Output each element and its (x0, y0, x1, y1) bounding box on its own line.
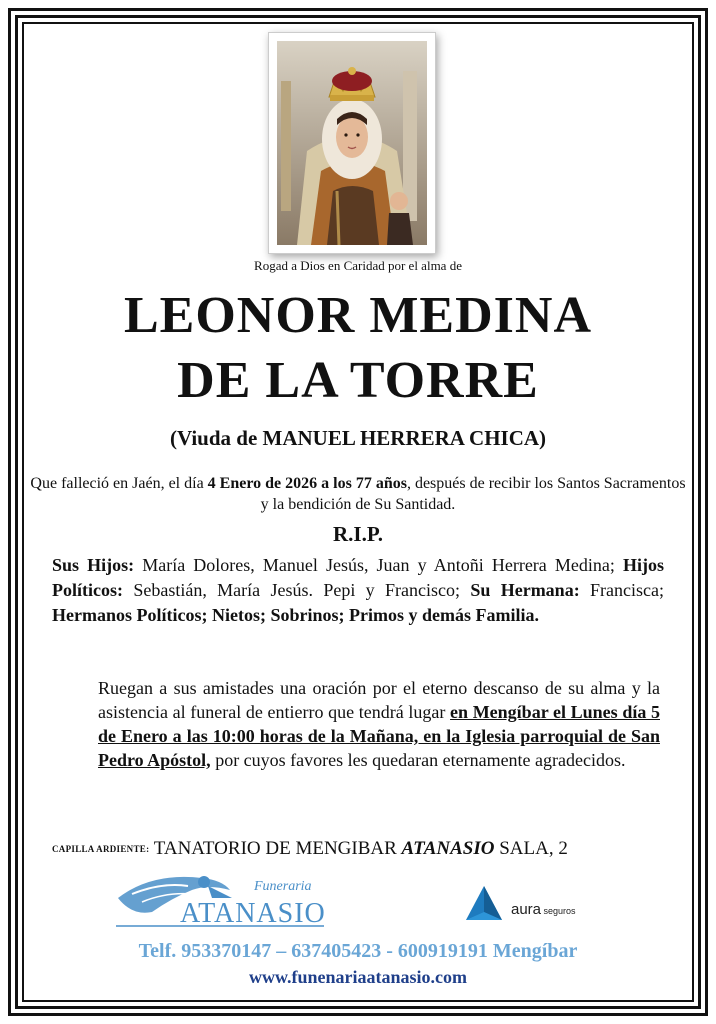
aura-seguros-logo (511, 901, 576, 918)
widow-of: (Viuda de MANUEL HERRERA CHICA) (169, 426, 547, 450)
hermana-name: Francisca; (579, 580, 664, 600)
hijos-names: María Dolores, Manuel Jesús, Juan y Antoñi Herrera Medina; (134, 555, 623, 575)
death-date-age: 4 Enero de 2026 a los 77 años (207, 475, 407, 492)
rip-text: R.I.P. (333, 522, 383, 546)
contact-phones: Telf. 953370147 – 637405423 - 600919191 Mengíbar (138, 940, 578, 962)
funeral-details: en Mengíbar el Lunes día 5 de Enero a las 10:00 horas de la Mañana, en la Iglesia parroquial de San Pedro Apóstol, (98, 702, 660, 770)
family-list (52, 553, 664, 628)
chapel-label: CAPILLA ARDIENTE: (52, 844, 150, 854)
virgin-image (268, 32, 436, 254)
politicos-label: Hijos Políticos: (52, 555, 664, 600)
funeral-text (98, 676, 660, 772)
hijos-label: Sus Hijos: (52, 555, 135, 575)
chapel-line (52, 838, 568, 860)
virgin-image-icon (277, 41, 427, 245)
chapel-brand: ATANASIO (401, 838, 495, 859)
family-rest: Hermanos Políticos; Nietos; Sobrinos; Primos y demás Familia. (52, 605, 539, 625)
deceased-name-line1: LEONOR MEDINA (123, 287, 593, 344)
aura-name: aura (511, 901, 542, 918)
aura-suffix: seguros (541, 906, 576, 916)
death-text-before: Que falleció en Jaén, el día (30, 475, 208, 492)
funeral-intro: Ruegan a sus amistades una oración por el eterno descanso de su alma y la asistencia al funeral de entierro que tendrá lugar (98, 678, 660, 722)
rogad-text: Rogad a Dios en Caridad por el alma de (254, 258, 462, 273)
aura-seguros-icon (464, 884, 504, 924)
funeraria-atanasio-logo (112, 868, 327, 930)
contact-website[interactable]: www.funenariaatanasio.com (248, 967, 467, 987)
funeraria-name-text: ATANASIO (180, 898, 326, 929)
funeral-outro: por cuyos favores les quedaran eternamente agradecidos. (210, 750, 626, 770)
chapel-room: SALA, 2 (494, 838, 568, 859)
deceased-name-line2: DE LA TORRE (177, 352, 539, 409)
hermana-label: Su Hermana: (470, 580, 580, 600)
death-text-after: , después de recibir los Santos Sacramentos y la bendición de Su Santidad. (260, 475, 686, 513)
funeraria-small-text: Funeraria (254, 879, 312, 894)
chapel-place: TANATORIO DE MENGIBAR (149, 838, 402, 859)
politicos-names: Sebastián, María Jesús. Pepi y Francisco; (122, 580, 471, 600)
death-notice (30, 473, 686, 515)
